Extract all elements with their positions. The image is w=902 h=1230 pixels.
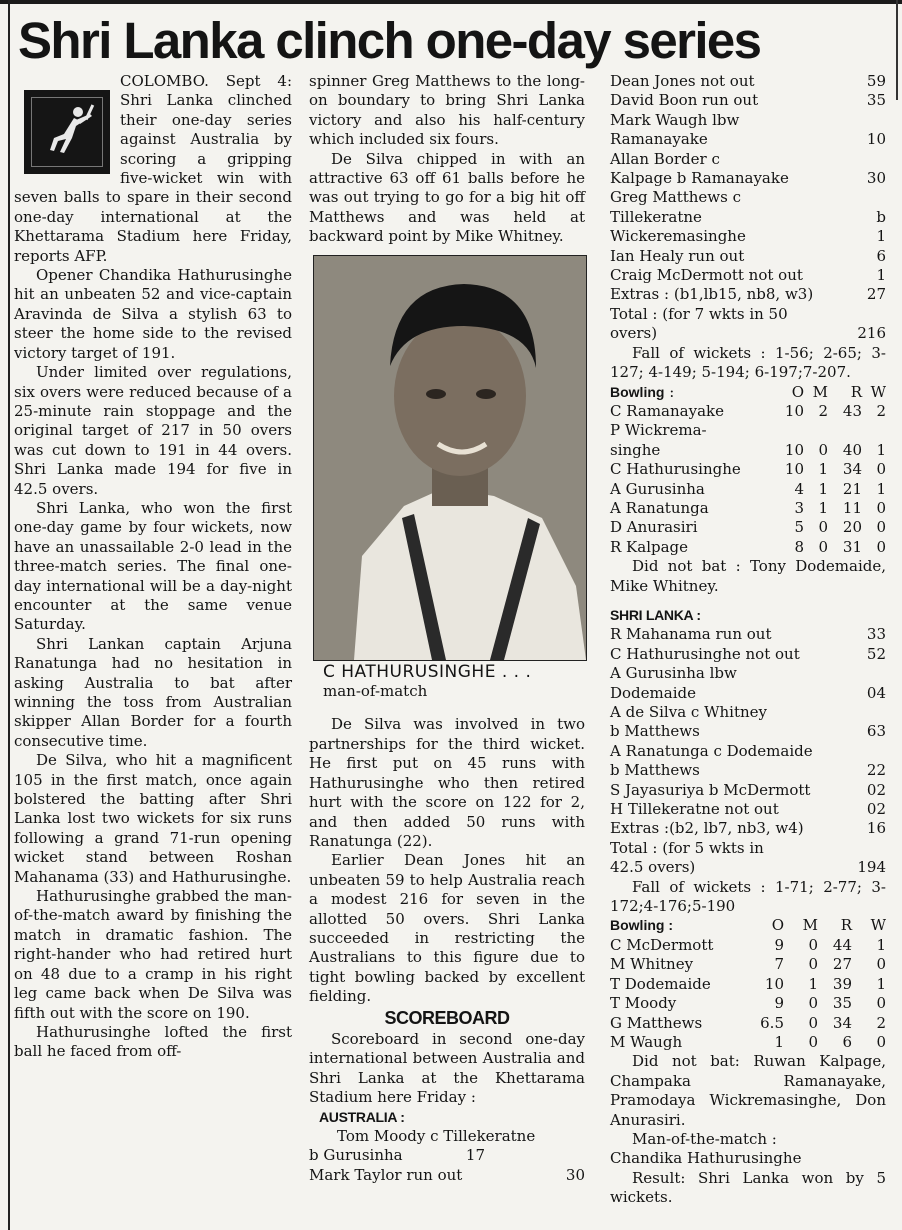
bowler-runs: 27 — [832, 955, 852, 974]
scoreboard-heading: SCOREBOARD — [384, 1007, 510, 1028]
batsman-runs: b — [876, 207, 886, 226]
bowling-col-m: M — [802, 916, 818, 935]
batsman-runs: 27 — [866, 285, 886, 304]
bowler-wickets: 0 — [876, 518, 886, 537]
bowling-label: Bowling : — [610, 917, 673, 934]
batting-entry — [610, 625, 886, 644]
bowling-entry — [610, 460, 886, 479]
batting-entry — [610, 188, 886, 207]
bowler-overs: 7 — [774, 955, 784, 974]
batting-entry — [610, 858, 886, 877]
batsman-runs: 1 — [876, 227, 886, 246]
batting-entry — [610, 247, 886, 266]
bowling-col-o: O — [771, 916, 784, 935]
bowling-entry — [610, 1014, 886, 1033]
batsman-runs: 33 — [866, 625, 886, 644]
bowler-overs: 3 — [794, 498, 804, 517]
batting-entry — [610, 111, 886, 130]
body-paragraph: spinner Greg Matthews to the long-on boundary to bring Shri Lanka victory and also his half-century which included six fours. — [309, 72, 585, 149]
batting-entry — [309, 1166, 585, 1185]
bowler-runs: 20 — [842, 518, 862, 537]
bowler-wickets: 0 — [876, 498, 886, 517]
australia-bowling — [610, 936, 886, 1052]
bowler-wickets: 0 — [876, 460, 886, 479]
bowler-name: G Matthews — [610, 1013, 703, 1032]
bowling-entry — [610, 1033, 886, 1052]
bowler-wickets: 2 — [876, 401, 886, 420]
batsman-name: Extras : (b1,lb15, nb8, w3) — [610, 285, 814, 304]
bowling-header — [610, 383, 886, 402]
right-rule — [896, 0, 898, 100]
bowler-maidens: 0 — [808, 955, 818, 974]
batsman-name: Dodemaide — [610, 683, 696, 702]
bowler-name: D Anurasiri — [610, 518, 698, 537]
bowler-name: C Ramanayake — [610, 401, 724, 420]
player-photo — [313, 255, 587, 661]
bowler-runs: 43 — [842, 401, 862, 420]
bowling-entry — [610, 421, 886, 440]
batsman-runs: 22 — [866, 761, 886, 780]
batsman-runs: 10 — [866, 130, 886, 149]
bowler-maidens: 1 — [818, 479, 828, 498]
bowler-runs: 31 — [842, 537, 862, 556]
batting-entry — [610, 800, 886, 819]
batting-entry — [610, 130, 886, 149]
bowling-col-r: R — [840, 916, 852, 935]
bowler-name: A Gurusinha — [610, 479, 705, 498]
bowling-header — [610, 916, 886, 935]
australia-heading: AUSTRALIA : — [319, 1108, 405, 1125]
bowler-runs: 21 — [842, 479, 862, 498]
batsman-runs: 35 — [866, 91, 886, 110]
batsman-name: Extras :(b2, lb7, nb3, w4) — [610, 819, 804, 838]
batting-entry — [610, 703, 886, 722]
batsman-name: Kalpage b Ramanayake — [610, 169, 789, 188]
bowling-col-r: R — [850, 382, 862, 401]
scoreboard-intro: Scoreboard in second one-day international between Australia and Shri Lanka at the Khettarama Stadium here Friday : — [309, 1029, 585, 1107]
batsman-icon — [24, 90, 110, 174]
batsman-name: S Jayasuriya b McDermott — [610, 780, 811, 799]
shri-lanka-bowling — [610, 402, 886, 557]
batting-entry — [610, 305, 886, 324]
bowler-overs: 5 — [794, 518, 804, 537]
bowler-name: singhe — [610, 440, 661, 459]
body-paragraph: Shri Lankan captain Arjuna Ranatunga had no hesitation in asking Australia to bat after winning the toss from Australian skipper Allan Border for a fourth consecutive time. — [14, 634, 292, 750]
bowler-overs: 6.5 — [760, 1013, 784, 1032]
column-1 — [14, 72, 292, 1062]
bowler-name: M Whitney — [610, 955, 694, 974]
bowler-overs: 1 — [774, 1032, 784, 1051]
bowler-name: R Kalpage — [610, 537, 689, 556]
batsman-name: Mark Waugh lbw — [610, 110, 740, 129]
bowler-maidens: 0 — [818, 518, 828, 537]
bowling-col-w: W — [870, 916, 886, 935]
batsman-runs: 52 — [866, 644, 886, 663]
batting-entry — [610, 324, 886, 343]
batsman-name: A de Silva c Whitney — [610, 703, 767, 721]
bowler-overs: 10 — [784, 401, 804, 420]
batting-entry: Tom Moody c Tillekeratne — [337, 1127, 536, 1145]
bowling-entry — [610, 538, 886, 557]
batting-entry — [610, 781, 886, 800]
batting-entry — [610, 664, 886, 683]
bowler-wickets: 1 — [876, 440, 886, 459]
australia-did-not-bat: Did not bat : Tony Dodemaide, Mike Whitney. — [610, 557, 886, 595]
portrait-figure — [314, 256, 586, 660]
bowler-overs: 10 — [784, 460, 804, 479]
bowler-maidens: 1 — [808, 974, 818, 993]
batting-entry — [610, 208, 886, 227]
bowler-maidens: 1 — [818, 498, 828, 517]
bowler-maidens: 1 — [818, 460, 828, 479]
man-of-the-match-label: Man-of-the-match : — [632, 1129, 777, 1148]
batsman-name: Ramanayake — [610, 130, 708, 149]
photo-caption-sub: man-of-match — [323, 682, 428, 701]
batsman-name: b Matthews — [610, 722, 700, 741]
batting-entry — [610, 761, 886, 780]
bowler-maidens: 0 — [818, 440, 828, 459]
batting-entry — [610, 91, 886, 110]
bowler-maidens: 0 — [808, 994, 818, 1013]
bowling-col-w: W — [870, 382, 886, 401]
batsman-name: Allan Border c — [610, 149, 720, 168]
bowling-label: Bowling — [610, 383, 665, 400]
bowling-entry — [610, 441, 886, 460]
batsman-name: b Gurusinha — [309, 1146, 403, 1165]
bowler-name: A Ranatunga — [610, 498, 709, 517]
batsman-runs: 04 — [866, 683, 886, 702]
bowler-runs: 6 — [842, 1032, 852, 1051]
batsman-name: C Hathurusinghe not out — [610, 644, 800, 663]
body-paragraph: De Silva chipped in with an attractive 63 off 61 balls before he was out trying to go for a big hit off Matthews and was held at backward point by Mike Whitney. — [309, 149, 585, 246]
bowling-entry — [610, 480, 886, 499]
batsman-runs: 16 — [866, 819, 886, 838]
bowler-overs: 8 — [794, 537, 804, 556]
australia-batting — [610, 72, 886, 344]
batsman-runs: 1 — [876, 266, 886, 285]
batsman-name: Greg Matthews c — [610, 188, 742, 207]
batsman-name: A Gurusinha lbw — [610, 664, 737, 683]
batsman-runs: 02 — [866, 780, 886, 799]
shri-lanka-fall-of-wickets: Fall of wickets : 1-71; 2-77; 3-172;4-176;5-190 — [610, 877, 886, 916]
batsman-name: b Matthews — [610, 761, 700, 780]
bowling-entry — [610, 955, 886, 974]
batting-entry — [610, 684, 886, 703]
bowler-runs: 34 — [842, 460, 862, 479]
batsman-name: Total : (for 5 wkts in — [610, 838, 764, 857]
batsman-name: overs) — [610, 324, 658, 343]
bowler-wickets: 1 — [876, 974, 886, 993]
bowling-sep: : — [669, 382, 675, 401]
body-paragraph: Under limited over regulations, six overs were reduced because of a 25-minute rain stoppage and the original target of 217 in 50 overs was cut down to 191 in 44 overs. Shri Lanka made 194 for five in 42.5 overs. — [14, 363, 292, 498]
bowler-overs: 9 — [774, 935, 784, 954]
column-3 — [610, 72, 886, 1208]
top-rule — [0, 0, 902, 4]
batting-entry — [309, 1146, 585, 1165]
batting-entry — [610, 819, 886, 838]
batsman-runs: 30 — [565, 1165, 585, 1184]
bowler-runs: 34 — [832, 1013, 852, 1032]
bowling-entry — [610, 499, 886, 518]
bowler-name: M Waugh — [610, 1032, 683, 1051]
bowling-entry — [610, 994, 886, 1013]
batting-entry — [610, 839, 886, 858]
australia-fall-of-wickets: Fall of wickets : 1-56; 2-65; 3-127; 4-149; 5-194; 6-197;7-207. — [610, 343, 886, 382]
bowling-entry — [610, 518, 886, 537]
batsman-name: Ian Healy run out — [610, 246, 745, 265]
batsman-name: R Mahanama run out — [610, 625, 772, 644]
bowling-col-m: M — [812, 382, 828, 401]
bowler-runs: 35 — [832, 994, 852, 1013]
bowler-runs: 40 — [842, 440, 862, 459]
bowler-name: C Hathurusinghe — [610, 460, 741, 479]
batsman-name: Craig McDermott not out — [610, 266, 803, 285]
batsman-runs: 59 — [866, 72, 886, 90]
bowler-runs: 39 — [832, 974, 852, 993]
match-result: Result: Shri Lanka won by 5 wickets. — [610, 1168, 886, 1207]
batting-entry — [610, 266, 886, 285]
bowler-name: P Wickrema- — [610, 421, 707, 440]
column-2 — [309, 72, 585, 1185]
batsman-name: H Tillekeratne not out — [610, 800, 779, 819]
batsman-name: 42.5 overs) — [610, 858, 696, 877]
batsman-runs: 02 — [866, 800, 886, 819]
batting-entry — [610, 285, 886, 304]
bowler-wickets: 0 — [876, 537, 886, 556]
batsman-name: Mark Taylor run out — [309, 1165, 463, 1184]
body-paragraph: Earlier Dean Jones hit an unbeaten 59 to help Australia reach a modest 216 for seven in the allotted 50 overs. Shri Lanka succeeded in restricting the Australians to this figure due to tight bowling backed by excellent fielding. — [309, 851, 585, 1006]
batting-entry — [610, 150, 886, 169]
batting-entry — [610, 169, 886, 188]
shri-lanka-batting — [610, 625, 886, 877]
bowling-entry — [610, 402, 886, 421]
batting-entry — [610, 742, 886, 761]
headline: Shri Lanka clinch one-day series — [18, 12, 761, 69]
batting-entry — [610, 722, 886, 741]
body-paragraph: De Silva, who hit a magnificent 105 in the first match, once again bolstered the batting after Shri Lanka lost two wickets for six runs following a grand 71-run opening wicket stand between Roshan Mahanama (33) and Hathurusinghe. — [14, 751, 292, 886]
bowler-wickets: 0 — [876, 994, 886, 1013]
bowling-entry — [610, 936, 886, 955]
bowling-entry — [610, 975, 886, 994]
body-paragraph: Shri Lanka, who won the first one-day game by four wickets, now have an unassailable 2-0 lead in the three-match series. The final one-day international will be a day-night encounter at the same venue Saturday. — [14, 498, 292, 634]
batsman-runs: 30 — [866, 169, 886, 188]
bowler-wickets: 1 — [876, 479, 886, 498]
bowler-name: T Moody — [610, 994, 677, 1013]
batsman-name: Wickeremasinghe — [610, 227, 746, 246]
cricket-logo — [24, 90, 110, 174]
batting-entry — [610, 72, 886, 91]
bowler-maidens: 0 — [808, 1032, 818, 1051]
bowler-runs: 44 — [832, 935, 852, 954]
batting-entry — [610, 645, 886, 664]
batsman-name: A Ranatunga c Dodemaide — [610, 741, 813, 760]
batsman-runs: 194 — [857, 858, 886, 877]
bowler-wickets: 2 — [876, 1013, 886, 1032]
batting-entry — [610, 227, 886, 246]
man-of-the-match-name: Chandika Hathurusinghe — [610, 1149, 802, 1168]
body-paragraph: Hathurusinghe lofted the first ball he faced from off- — [14, 1022, 292, 1061]
body-paragraph: De Silva was involved in two partnerships for the third wicket. He first put on 45 runs with Hathurusinghe who then retired hurt with the score on 122 for 2, and then added 50 runs with Ranatunga (22). — [309, 715, 585, 850]
bowler-maidens: 2 — [818, 401, 828, 420]
bowling-col-o: O — [791, 382, 804, 401]
bowler-runs: 11 — [842, 498, 862, 517]
bowler-overs: 10 — [784, 440, 804, 459]
lead-paragraph: COLOMBO. Sept 4: Shri Lanka clinched their one-day series against Australia by scoring a gripping five-wicket win with seven balls to spare in their second one-day international at the Khettarama Stadium here Friday, reports AFP. — [14, 72, 292, 265]
bowler-overs: 9 — [774, 994, 784, 1013]
body-paragraph: Hathurusinghe grabbed the man-of-the-match award by finishing the match in dramatic fashion. The right-hander who had retired hurt on 48 due to a cramp in his right leg came back when De Silva was fifth out with the score on 190. — [14, 887, 292, 1022]
bowler-maidens: 0 — [808, 1013, 818, 1032]
batsman-name: Total : (for 7 wkts in 50 — [610, 304, 788, 323]
bowler-maidens: 0 — [808, 935, 818, 954]
batsman-runs: 6 — [876, 246, 886, 265]
body-paragraph: Opener Chandika Hathurusinghe hit an unbeaten 52 and vice-captain Aravinda de Silva a stylish 63 to steer the home side to the revised victory target of 191. — [14, 266, 292, 362]
bowler-overs: 10 — [764, 974, 784, 993]
batsman-runs: 17 — [465, 1146, 485, 1165]
shri-lanka-did-not-bat: Did not bat: Ruwan Kalpage, Champaka Ramanayake, Pramodaya Wickremasinghe, Don Anurasiri. — [610, 1052, 886, 1129]
bowler-overs: 4 — [794, 479, 804, 498]
batsman-name: Dean Jones not out — [610, 72, 755, 90]
shri-lanka-heading: SHRI LANKA : — [610, 606, 701, 623]
bowler-wickets: 1 — [876, 935, 886, 954]
bowler-name: C McDermott — [610, 935, 714, 954]
batsman-name: David Boon run out — [610, 91, 759, 110]
batsman-runs: 63 — [866, 722, 886, 741]
photo-caption-name: C HATHURUSINGHE . . . — [323, 661, 532, 682]
bowler-name: T Dodemaide — [610, 974, 711, 993]
left-rule — [8, 0, 10, 1230]
bowler-wickets: 0 — [876, 955, 886, 974]
bowler-wickets: 0 — [876, 1032, 886, 1051]
bowler-maidens: 0 — [818, 537, 828, 556]
batsman-name: Tillekeratne — [610, 207, 702, 226]
batsman-runs: 216 — [857, 324, 886, 343]
